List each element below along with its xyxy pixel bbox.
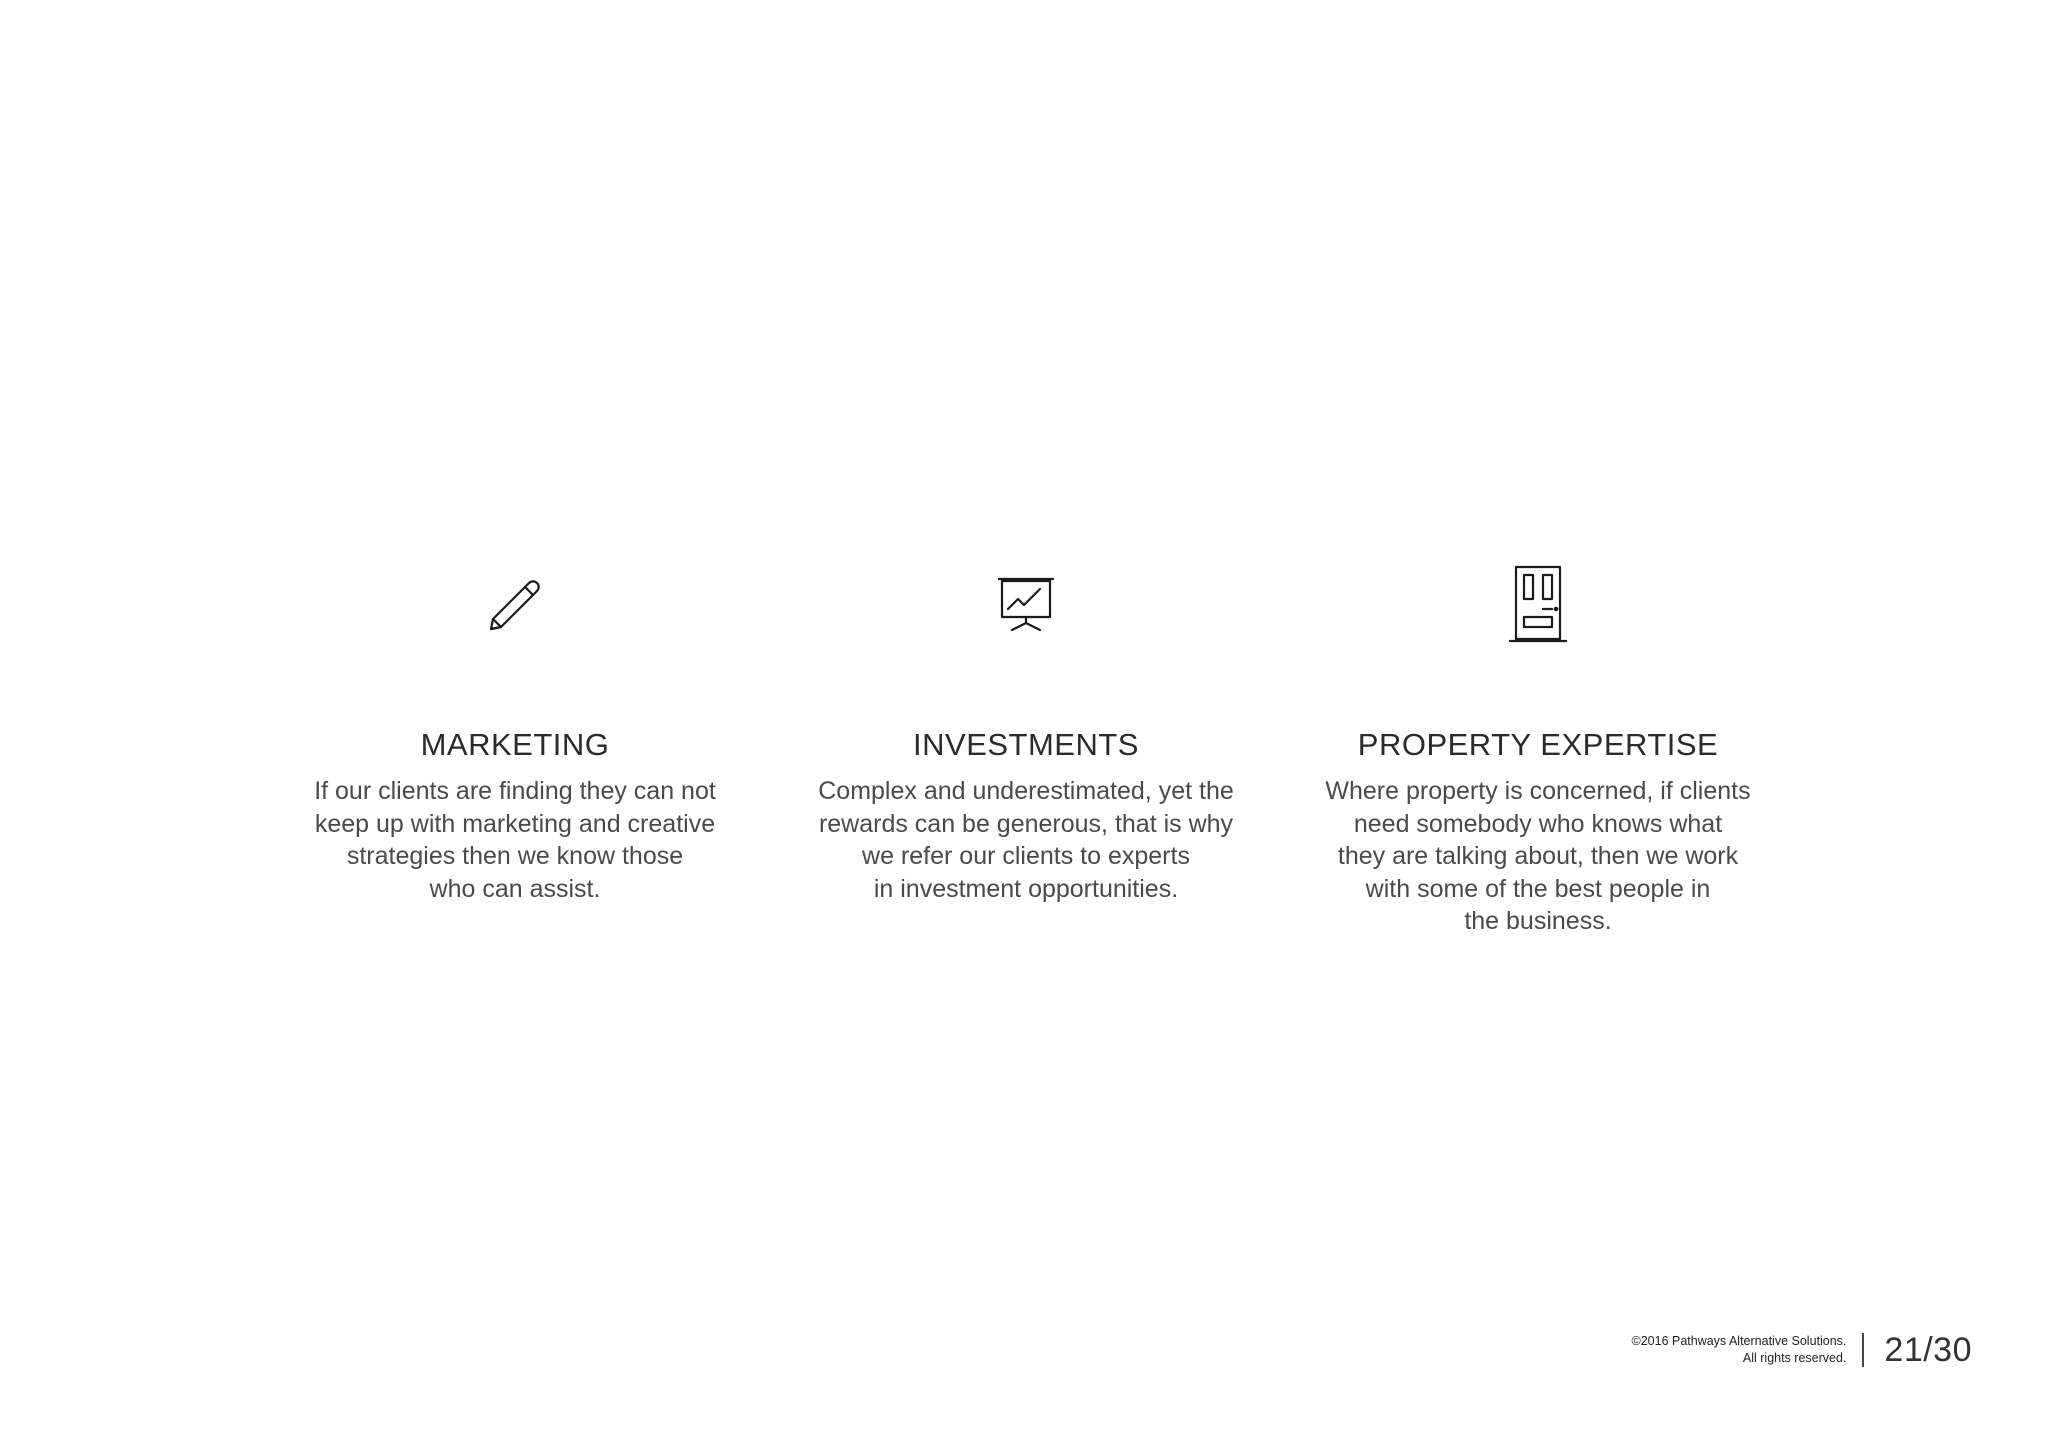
pencil-icon xyxy=(255,560,775,650)
service-investments xyxy=(766,560,1286,905)
service-description xyxy=(766,775,1286,905)
footer-divider xyxy=(1862,1333,1864,1367)
service-property-expertise xyxy=(1278,560,1798,938)
description-line: the business. xyxy=(1464,907,1612,935)
presentation-chart-icon xyxy=(766,560,1286,650)
description-line: need somebody who knows what xyxy=(1353,809,1723,838)
service-description xyxy=(255,775,775,905)
description-line: rewards can be generous, that is why xyxy=(818,809,1234,838)
description-line: If our clients are finding they can not xyxy=(314,777,716,805)
description-line: we refer our clients to experts xyxy=(862,842,1190,870)
description-line: in investment opportunities. xyxy=(873,874,1179,903)
service-title: MARKETING xyxy=(420,727,610,762)
page-number: 21/30 xyxy=(1884,1331,1972,1369)
description-line: with some of the best people in xyxy=(1365,874,1711,903)
service-title: PROPERTY EXPERTISE xyxy=(1357,727,1719,762)
door-icon xyxy=(1278,560,1798,650)
rights-line: All rights reserved. xyxy=(1742,1351,1847,1365)
service-description xyxy=(1278,775,1798,938)
description-line: Complex and underestimated, yet the xyxy=(818,777,1234,805)
description-line: who can assist. xyxy=(429,874,601,903)
service-marketing xyxy=(255,560,775,905)
description-line: Where property is concerned, if clients xyxy=(1325,777,1751,805)
copyright-notice xyxy=(1632,1333,1847,1367)
description-line: strategies then we know those xyxy=(346,842,684,870)
description-line: keep up with marketing and creative xyxy=(314,809,716,838)
copyright-line: ©2016 Pathways Alternative Solutions. xyxy=(1631,1334,1847,1348)
service-title: INVESTMENTS xyxy=(913,727,1139,762)
description-line: they are talking about, then we work xyxy=(1337,842,1739,870)
page-footer xyxy=(1632,1330,1973,1370)
